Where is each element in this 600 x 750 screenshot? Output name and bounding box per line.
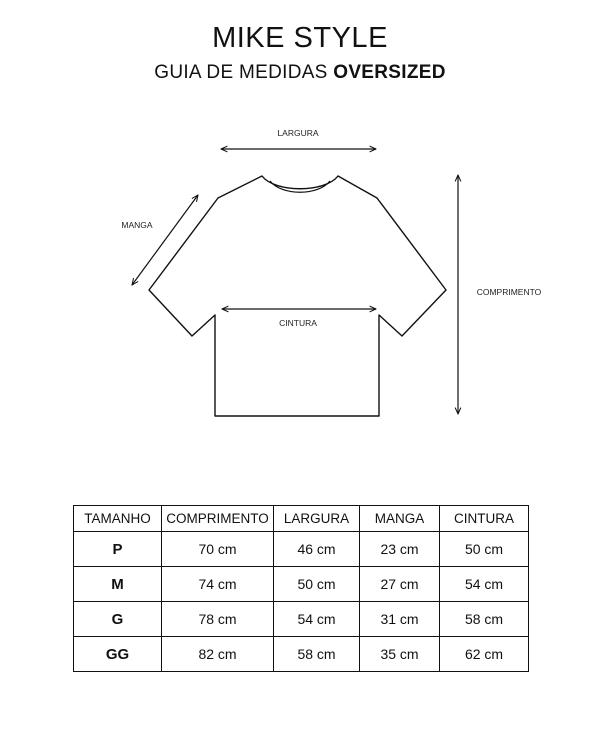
page-subtitle	[0, 62, 600, 84]
manga-cell: 35 cm	[360, 637, 440, 672]
size-cell: M	[74, 567, 162, 602]
size-cell: P	[74, 532, 162, 567]
largura-cell: 58 cm	[274, 637, 360, 672]
cintura-label: CINTURA	[279, 318, 317, 328]
comprimento-cell: 82 cm	[162, 637, 274, 672]
comprimento-cell: 74 cm	[162, 567, 274, 602]
comprimento-cell: 78 cm	[162, 602, 274, 637]
table-row	[74, 602, 529, 637]
manga-arrow	[132, 195, 198, 285]
table-row	[74, 532, 529, 567]
comprimento-label: COMPRIMENTO	[476, 287, 542, 297]
cintura-cell: 50 cm	[440, 532, 529, 567]
subtitle-bold: OVERSIZED	[333, 62, 446, 83]
cintura-cell: 62 cm	[440, 637, 529, 672]
cintura-cell: 58 cm	[440, 602, 529, 637]
header-tamanho: TAMANHO	[74, 506, 162, 532]
header-cintura: CINTURA	[440, 506, 529, 532]
largura-label: LARGURA	[277, 128, 319, 138]
page-title: MIKE STYLE	[212, 22, 388, 54]
comprimento-cell: 70 cm	[162, 532, 274, 567]
size-cell: GG	[74, 637, 162, 672]
manga-cell: 23 cm	[360, 532, 440, 567]
header-manga: MANGA	[360, 506, 440, 532]
header-largura: LARGURA	[274, 506, 360, 532]
largura-cell: 54 cm	[274, 602, 360, 637]
table-row	[74, 567, 529, 602]
subtitle-prefix: GUIA DE MEDIDAS	[154, 62, 334, 83]
size-cell: G	[74, 602, 162, 637]
manga-cell: 31 cm	[360, 602, 440, 637]
largura-cell: 46 cm	[274, 532, 360, 567]
header-comprimento: COMPRIMENTO	[162, 506, 274, 532]
largura-cell: 50 cm	[274, 567, 360, 602]
tshirt-outline	[149, 176, 446, 416]
table-header-row	[74, 506, 529, 532]
size-table	[73, 505, 529, 672]
manga-label: MANGA	[121, 220, 153, 230]
cintura-cell: 54 cm	[440, 567, 529, 602]
table-row	[74, 637, 529, 672]
tshirt-diagram	[0, 110, 600, 440]
manga-cell: 27 cm	[360, 567, 440, 602]
